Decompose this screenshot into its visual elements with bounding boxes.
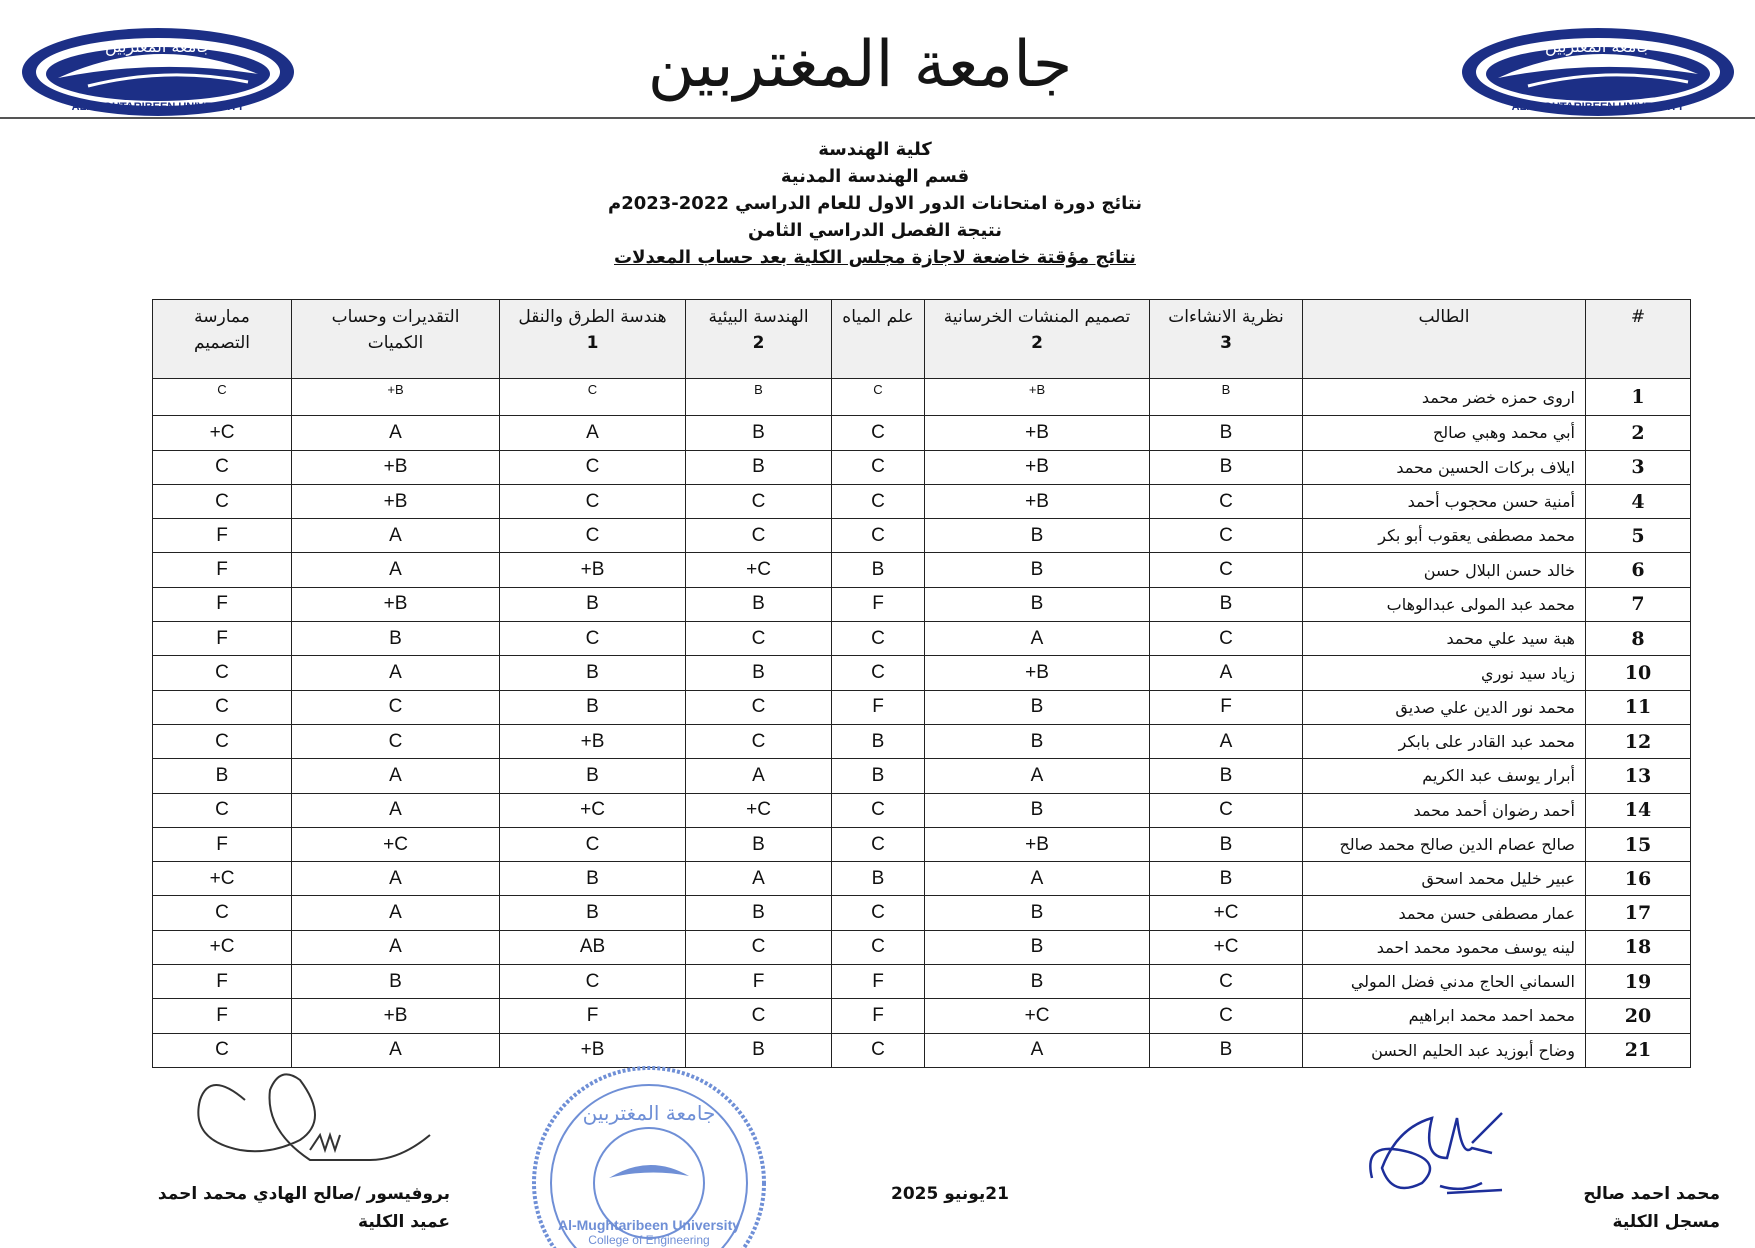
header-concrete-design: تصميم المنشات الخرسانية 2: [925, 300, 1150, 379]
grade-cell: C+: [153, 416, 292, 450]
grade-cell: C: [500, 622, 686, 656]
grade-cell: A: [292, 1033, 500, 1067]
grade-cell: F: [500, 999, 686, 1033]
grade-cell: B+: [292, 999, 500, 1033]
grade-cell: B+: [292, 379, 500, 416]
header-structures-theory: نظرية الانشاءات 3: [1150, 300, 1303, 379]
table-row: [153, 656, 1691, 690]
grade-cell: A: [686, 759, 832, 793]
row-number: 5: [1586, 519, 1691, 553]
grade-cell: B: [1150, 759, 1303, 793]
grade-cell: B: [832, 862, 925, 896]
grade-cell: B: [500, 862, 686, 896]
grade-cell: C+: [686, 793, 832, 827]
row-number: 17: [1586, 896, 1691, 930]
grade-cell: C: [1150, 553, 1303, 587]
student-name: اروى حمزه خضر محمد: [1303, 379, 1586, 416]
stamp-university: Al-Mughtaribeen University: [557, 1217, 741, 1233]
grade-cell: C: [686, 930, 832, 964]
grade-cell: A: [292, 553, 500, 587]
grade-cell: A: [925, 622, 1150, 656]
grade-cell: C: [686, 519, 832, 553]
grade-cell: A: [686, 862, 832, 896]
row-number: 2: [1586, 416, 1691, 450]
grade-cell: F: [153, 999, 292, 1033]
grade-cell: C: [832, 416, 925, 450]
table-row: [153, 690, 1691, 724]
grade-cell: B: [925, 553, 1150, 587]
grade-cell: F: [153, 587, 292, 621]
grade-cell: F: [832, 999, 925, 1033]
row-number: 6: [1586, 553, 1691, 587]
grade-cell: B: [686, 827, 832, 861]
grade-cell: C+: [1150, 930, 1303, 964]
table-row: [153, 862, 1691, 896]
grade-cell: C: [500, 379, 686, 416]
grade-cell: C: [832, 793, 925, 827]
logo-arabic-text: جامعة المغتربين: [104, 37, 212, 56]
university-name: جامعة المغتربين: [647, 28, 1073, 102]
grade-cell: C: [153, 896, 292, 930]
grade-cell: C: [686, 724, 832, 758]
grade-cell: B: [1150, 1033, 1303, 1067]
grade-cell: B: [925, 930, 1150, 964]
exam-round-title: نتائج دورة امتحانات الدور الاول للعام الدراسي 2022-2023م: [607, 193, 1143, 214]
grade-cell: A: [1150, 656, 1303, 690]
grade-cell: C: [832, 827, 925, 861]
grade-cell: B: [686, 450, 832, 484]
grade-cell: B: [686, 1033, 832, 1067]
grade-cell: B: [292, 965, 500, 999]
grade-cell: C: [1150, 793, 1303, 827]
table-row: [153, 965, 1691, 999]
student-name: وضاح أبوزيد عبد الحليم الحسن: [1303, 1033, 1586, 1067]
grade-cell: B: [925, 896, 1150, 930]
student-name: محمد عبد المولى عبدالوهاب: [1303, 587, 1586, 621]
grade-cell: B+: [925, 484, 1150, 518]
row-number: 11: [1586, 690, 1691, 724]
grade-cell: A: [925, 1033, 1150, 1067]
grade-cell: A: [292, 862, 500, 896]
grade-cell: B+: [292, 450, 500, 484]
grade-cell: C+: [153, 862, 292, 896]
grade-cell: B: [1150, 379, 1303, 416]
grade-cell: A: [925, 759, 1150, 793]
grade-cell: B: [1150, 416, 1303, 450]
student-name: محمد نور الدين علي صديق: [1303, 690, 1586, 724]
student-name: أبي محمد وهبي صالح: [1303, 416, 1586, 450]
grade-cell: AB: [500, 930, 686, 964]
grade-cell: F: [153, 827, 292, 861]
row-number: 8: [1586, 622, 1691, 656]
header-num: #: [1586, 300, 1691, 379]
student-name: عمار مصطفى حسن محمد: [1303, 896, 1586, 930]
student-name: أبرار يوسف عبد الكريم: [1303, 759, 1586, 793]
header-design-practice: ممارسة التصميم: [153, 300, 292, 379]
grade-cell: C: [500, 450, 686, 484]
grade-cell: C: [153, 379, 292, 416]
grade-cell: F: [153, 965, 292, 999]
grade-cell: B: [1150, 862, 1303, 896]
row-number: 13: [1586, 759, 1691, 793]
grade-cell: B: [1150, 587, 1303, 621]
header-divider: [0, 117, 1755, 119]
grade-cell: C: [153, 484, 292, 518]
student-name: محمد احمد محمد ابراهيم: [1303, 999, 1586, 1033]
grade-cell: A: [292, 759, 500, 793]
faculty-title: كلية الهندسة: [818, 139, 932, 160]
grade-cell: A: [292, 896, 500, 930]
grade-cell: B: [292, 622, 500, 656]
grade-cell: C: [1150, 484, 1303, 518]
registrar-block: [1560, 1180, 1720, 1236]
row-number: 20: [1586, 999, 1691, 1033]
grade-cell: C: [832, 896, 925, 930]
grade-cell: B+: [925, 450, 1150, 484]
row-number: 1: [1586, 379, 1691, 416]
grade-cell: A: [292, 519, 500, 553]
registrar-name: محمد احمد صالح: [1583, 1184, 1720, 1204]
table-row: [153, 484, 1691, 518]
student-name: هبة سيد علي محمد: [1303, 622, 1586, 656]
grade-cell: C+: [153, 930, 292, 964]
title-block: [500, 136, 1250, 271]
table-row: [153, 930, 1691, 964]
grade-cell: F: [153, 622, 292, 656]
row-number: 21: [1586, 1033, 1691, 1067]
grade-cell: C: [832, 379, 925, 416]
grade-cell: B: [925, 793, 1150, 827]
grade-cell: C: [292, 690, 500, 724]
row-number: 18: [1586, 930, 1691, 964]
grade-cell: B: [1150, 450, 1303, 484]
college-stamp: [524, 1058, 769, 1248]
grade-cell: C: [153, 656, 292, 690]
grade-cell: C: [500, 827, 686, 861]
department-title: قسم الهندسة المدنية: [780, 166, 970, 187]
grade-cell: C+: [500, 793, 686, 827]
grade-cell: C+: [1150, 896, 1303, 930]
grade-cell: B: [153, 759, 292, 793]
grade-cell: F: [1150, 690, 1303, 724]
table-header-row: [153, 300, 1691, 379]
grade-cell: C: [1150, 622, 1303, 656]
table-row: [153, 416, 1691, 450]
grade-cell: C: [686, 484, 832, 518]
grade-cell: B: [925, 965, 1150, 999]
header-hydraulics: علم المياه: [832, 300, 925, 379]
grade-cell: C: [832, 656, 925, 690]
grade-cell: B+: [500, 1033, 686, 1067]
grade-cell: C: [153, 450, 292, 484]
grade-cell: B: [832, 759, 925, 793]
grade-cell: B+: [500, 553, 686, 587]
grade-cell: A: [292, 416, 500, 450]
table-row: [153, 587, 1691, 621]
grade-cell: B: [832, 724, 925, 758]
dean-block: [150, 1180, 450, 1236]
grade-cell: B: [925, 587, 1150, 621]
table-row: [153, 450, 1691, 484]
table-row: [153, 827, 1691, 861]
grade-cell: C: [1150, 519, 1303, 553]
grade-cell: C: [500, 484, 686, 518]
grade-cell: B: [500, 587, 686, 621]
student-name: صالح عصام الدين صالح محمد صالح: [1303, 827, 1586, 861]
grade-cell: C: [832, 450, 925, 484]
header-quantity-estimation: التقديرات وحساب الكميات: [292, 300, 500, 379]
grade-cell: C: [500, 519, 686, 553]
university-logo-right: [1458, 22, 1738, 118]
student-name: أمنية حسن محجوب أحمد: [1303, 484, 1586, 518]
header-student: الطالب: [1303, 300, 1586, 379]
student-name: محمد عبد القادر على بابكر: [1303, 724, 1586, 758]
table-row: [153, 379, 1691, 416]
grade-cell: B: [500, 759, 686, 793]
grade-cell: C: [686, 999, 832, 1033]
grade-cell: F: [832, 587, 925, 621]
student-name: ايلاف بركات الحسين محمد: [1303, 450, 1586, 484]
table-row: [153, 793, 1691, 827]
table-row: [153, 896, 1691, 930]
table-row: [153, 519, 1691, 553]
grade-cell: C: [686, 622, 832, 656]
grade-cell: C: [832, 484, 925, 518]
row-number: 15: [1586, 827, 1691, 861]
grade-cell: C: [153, 724, 292, 758]
grade-cell: B+: [925, 656, 1150, 690]
student-name: خالد حسن البلال حسن: [1303, 553, 1586, 587]
grade-cell: B: [925, 690, 1150, 724]
row-number: 7: [1586, 587, 1691, 621]
dean-name: بروفيسور /صالح الهادي محمد احمد: [157, 1184, 450, 1204]
grade-cell: B: [925, 519, 1150, 553]
grade-cell: A: [292, 656, 500, 690]
grade-cell: F: [153, 519, 292, 553]
grade-cell: B: [686, 656, 832, 690]
grade-cell: B: [500, 690, 686, 724]
grade-cell: C: [1150, 999, 1303, 1033]
grade-cell: B: [500, 896, 686, 930]
grade-cell: C+: [292, 827, 500, 861]
dean-title: عميد الكلية: [358, 1212, 450, 1232]
logo-english-text: ALMUGHTARIBEEN UNIVERSITY: [71, 101, 245, 113]
grade-cell: B: [832, 553, 925, 587]
row-number: 3: [1586, 450, 1691, 484]
student-name: أحمد رضوان أحمد محمد: [1303, 793, 1586, 827]
grade-cell: F: [832, 690, 925, 724]
grade-cell: C: [832, 930, 925, 964]
grade-cell: B+: [292, 484, 500, 518]
grade-cell: B+: [500, 724, 686, 758]
stamp-arabic: جامعة المغتربين: [582, 1101, 716, 1125]
row-number: 19: [1586, 965, 1691, 999]
logo-arabic-text: جامعة المغتربين: [1544, 37, 1652, 56]
row-number: 12: [1586, 724, 1691, 758]
table-row: [153, 622, 1691, 656]
grade-cell: A: [292, 793, 500, 827]
grade-cell: C: [500, 965, 686, 999]
grade-cell: C: [832, 519, 925, 553]
grade-cell: B: [686, 379, 832, 416]
row-number: 4: [1586, 484, 1691, 518]
grade-cell: B+: [292, 587, 500, 621]
results-table: [152, 299, 1691, 1068]
grade-cell: C: [1150, 965, 1303, 999]
grade-cell: B: [686, 587, 832, 621]
grade-cell: C: [832, 1033, 925, 1067]
student-name: السماني الحاج مدني فضل المولي: [1303, 965, 1586, 999]
provisional-note: نتائج مؤقتة خاضعة لاجازة مجلس الكلية بعد حساب المعدلات: [614, 247, 1136, 268]
grade-cell: C: [686, 690, 832, 724]
grade-cell: B: [1150, 827, 1303, 861]
grade-cell: A: [292, 930, 500, 964]
table-row: [153, 759, 1691, 793]
grade-cell: F: [153, 553, 292, 587]
grade-cell: C: [832, 622, 925, 656]
student-name: عبير خليل محمد اسحق: [1303, 862, 1586, 896]
issue-date: 21يونيو 2025: [891, 1184, 1009, 1204]
student-name: لينه يوسف محمود محمد احمد: [1303, 930, 1586, 964]
grade-cell: F: [832, 965, 925, 999]
table-row: [153, 999, 1691, 1033]
grade-cell: A: [500, 416, 686, 450]
university-logo-left: [18, 22, 298, 118]
grade-cell: B: [686, 416, 832, 450]
logo-english-text: ALMUGHTARIBEEN UNIVERSITY: [1511, 101, 1685, 113]
grade-cell: C+: [925, 999, 1150, 1033]
grade-cell: B+: [925, 379, 1150, 416]
grade-cell: C: [153, 793, 292, 827]
header-environmental-eng: الهندسة البيئية 2: [686, 300, 832, 379]
student-name: محمد مصطفى يعقوب أبو بكر: [1303, 519, 1586, 553]
grade-cell: B: [686, 896, 832, 930]
table-row: [153, 553, 1691, 587]
registrar-signature: [1352, 1098, 1532, 1213]
header-highway-eng: هندسة الطرق والنقل 1: [500, 300, 686, 379]
semester-title: نتيجة الفصل الدراسي الثامن: [748, 220, 1002, 241]
grade-cell: C+: [686, 553, 832, 587]
row-number: 10: [1586, 656, 1691, 690]
grade-cell: B: [925, 724, 1150, 758]
grade-cell: A: [925, 862, 1150, 896]
grade-cell: B+: [925, 416, 1150, 450]
row-number: 16: [1586, 862, 1691, 896]
grade-cell: B+: [925, 827, 1150, 861]
grade-cell: C: [153, 690, 292, 724]
grade-cell: A: [1150, 724, 1303, 758]
grade-cell: F: [686, 965, 832, 999]
row-number: 14: [1586, 793, 1691, 827]
student-name: زياد سيد نوري: [1303, 656, 1586, 690]
stamp-college: College of Engineering: [588, 1233, 710, 1247]
grade-cell: C: [292, 724, 500, 758]
table-row: [153, 724, 1691, 758]
grade-cell: B: [500, 656, 686, 690]
registrar-title: مسجل الكلية: [1612, 1212, 1720, 1232]
grade-cell: C: [153, 1033, 292, 1067]
